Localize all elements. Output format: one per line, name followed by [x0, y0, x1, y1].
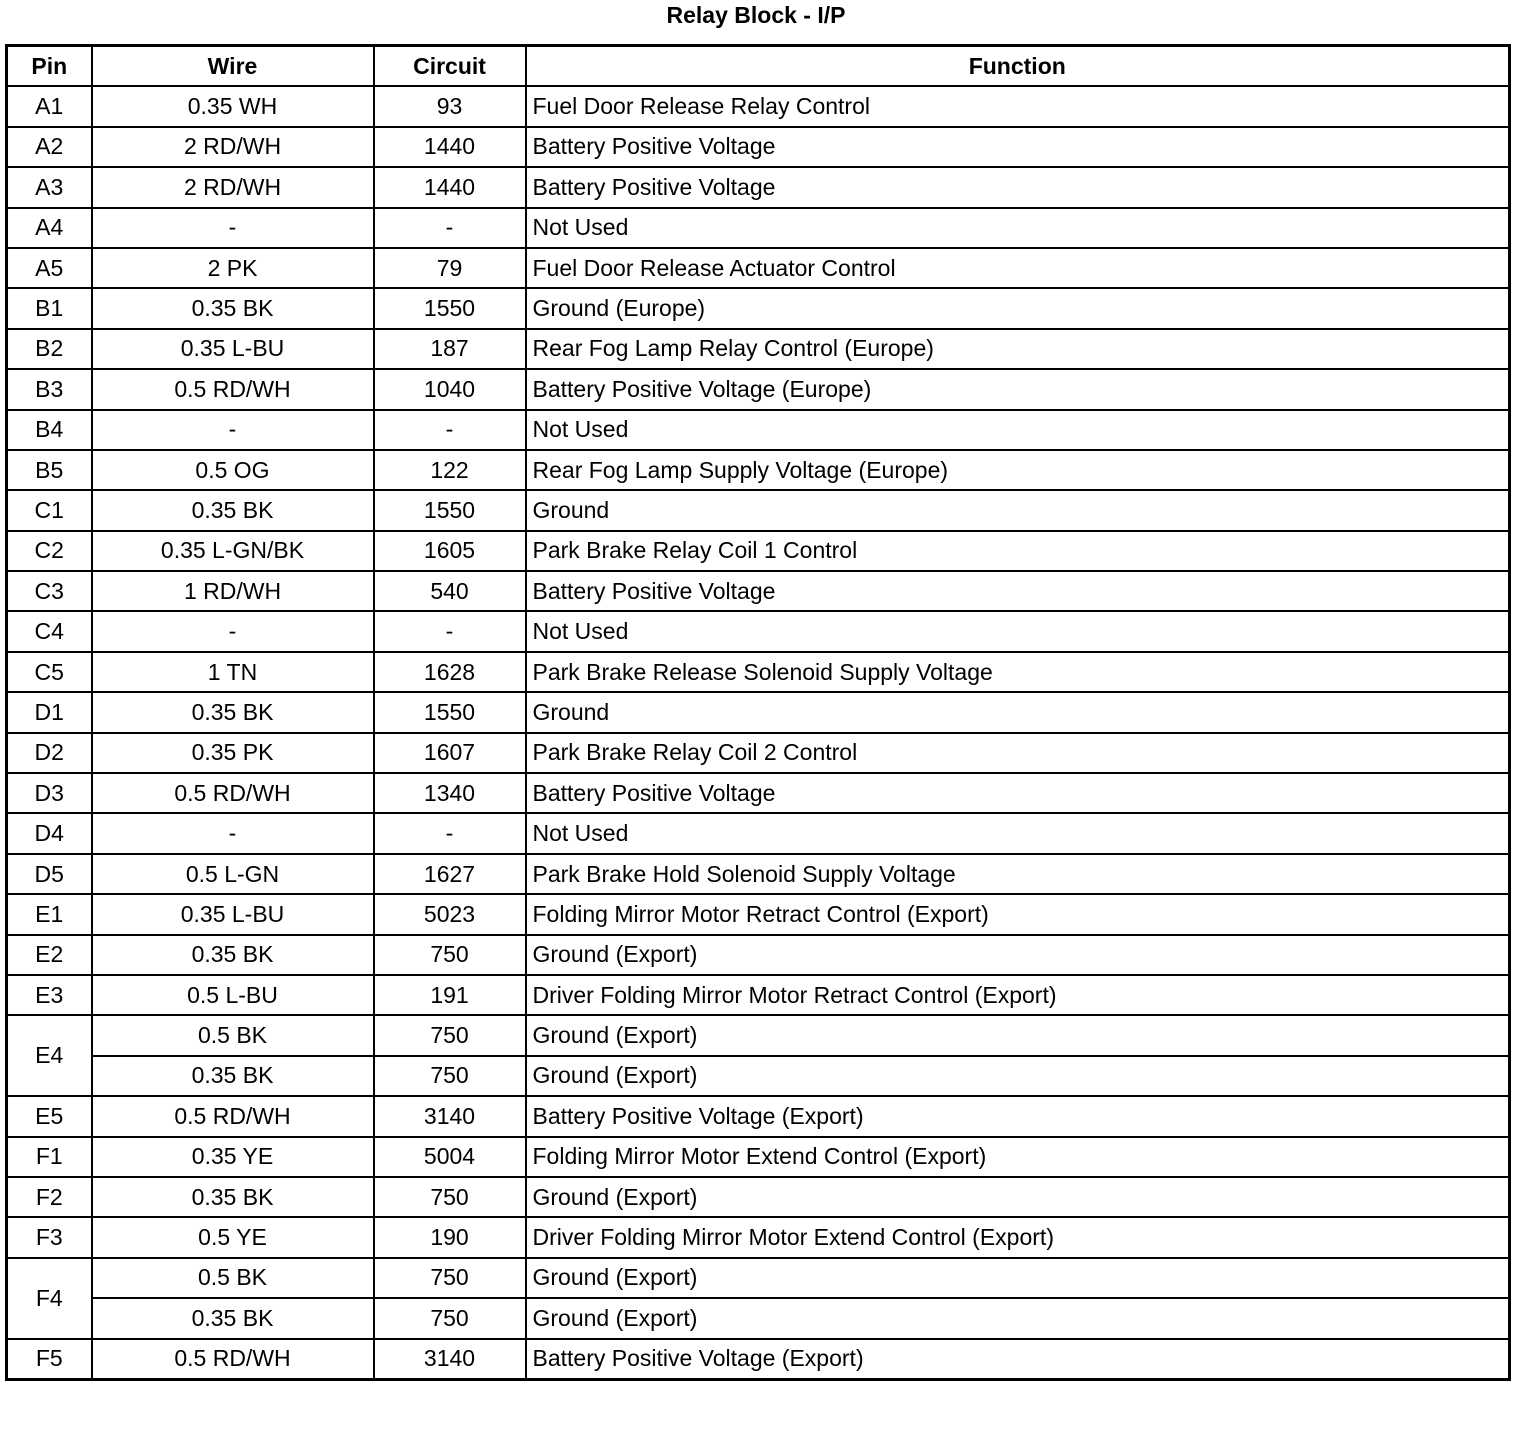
circuit-cell: 122	[374, 450, 526, 490]
table-row	[7, 773, 1510, 813]
wire-cell: 0.35 BK	[92, 1177, 374, 1217]
table-row	[7, 733, 1510, 773]
wire-cell: 1 TN	[92, 652, 374, 692]
table-row	[7, 935, 1510, 975]
pin-cell: B1	[7, 288, 92, 328]
wire-cell: 0.35 BK	[92, 692, 374, 732]
table-row	[7, 288, 1510, 328]
wire-cell: 0.5 BK	[92, 1258, 374, 1298]
wire-cell: 0.35 WH	[92, 86, 374, 126]
function-cell: Park Brake Release Solenoid Supply Voltage	[526, 652, 1510, 692]
header-circuit: Circuit	[374, 46, 526, 87]
circuit-cell: 5023	[374, 894, 526, 934]
table-row	[7, 1056, 1510, 1096]
circuit-cell: 79	[374, 248, 526, 288]
circuit-cell: 5004	[374, 1137, 526, 1177]
function-cell: Not Used	[526, 410, 1510, 450]
pin-cell: F1	[7, 1137, 92, 1177]
table-row	[7, 329, 1510, 369]
wire-cell: 0.5 RD/WH	[92, 773, 374, 813]
circuit-cell: 1605	[374, 531, 526, 571]
circuit-cell: -	[374, 208, 526, 248]
wire-cell: 0.5 RD/WH	[92, 1339, 374, 1380]
function-cell: Driver Folding Mirror Motor Retract Control (Export)	[526, 975, 1510, 1015]
table-row	[7, 975, 1510, 1015]
table-row	[7, 813, 1510, 853]
circuit-cell: 1628	[374, 652, 526, 692]
wire-cell: 0.5 L-GN	[92, 854, 374, 894]
table-row	[7, 854, 1510, 894]
function-cell: Battery Positive Voltage	[526, 167, 1510, 207]
table-row	[7, 127, 1510, 167]
pin-cell: E3	[7, 975, 92, 1015]
function-cell: Battery Positive Voltage	[526, 773, 1510, 813]
function-cell: Ground (Export)	[526, 1015, 1510, 1055]
wire-cell: 0.35 L-GN/BK	[92, 531, 374, 571]
circuit-cell: 750	[374, 1015, 526, 1055]
wire-cell: 0.35 BK	[92, 1056, 374, 1096]
circuit-cell: -	[374, 813, 526, 853]
table-row	[7, 1298, 1510, 1338]
pin-cell: C4	[7, 611, 92, 651]
circuit-cell: 1607	[374, 733, 526, 773]
pin-cell: E5	[7, 1096, 92, 1136]
table-row	[7, 369, 1510, 409]
table-row	[7, 692, 1510, 732]
circuit-cell: 187	[374, 329, 526, 369]
function-cell: Not Used	[526, 208, 1510, 248]
page-title: Relay Block - I/P	[666, 2, 846, 28]
function-cell: Ground	[526, 692, 1510, 732]
table-row	[7, 1137, 1510, 1177]
circuit-cell: 750	[374, 1056, 526, 1096]
circuit-cell: 1440	[374, 167, 526, 207]
wire-cell: 2 RD/WH	[92, 167, 374, 207]
table-header-row	[7, 46, 1510, 87]
pin-cell: B5	[7, 450, 92, 490]
table-row	[7, 208, 1510, 248]
table-row	[7, 1015, 1510, 1055]
function-cell: Battery Positive Voltage (Europe)	[526, 369, 1510, 409]
function-cell: Ground (Export)	[526, 935, 1510, 975]
wire-cell: 0.35 L-BU	[92, 329, 374, 369]
table-row	[7, 571, 1510, 611]
pin-cell: D2	[7, 733, 92, 773]
function-cell: Not Used	[526, 813, 1510, 853]
wire-cell: 2 PK	[92, 248, 374, 288]
function-cell: Driver Folding Mirror Motor Extend Control (Export)	[526, 1217, 1510, 1257]
function-cell: Ground (Export)	[526, 1177, 1510, 1217]
function-cell: Rear Fog Lamp Relay Control (Europe)	[526, 329, 1510, 369]
wire-cell: 0.5 RD/WH	[92, 1096, 374, 1136]
wire-cell: 0.35 L-BU	[92, 894, 374, 934]
circuit-cell: 750	[374, 1258, 526, 1298]
circuit-cell: 1550	[374, 692, 526, 732]
circuit-cell: 191	[374, 975, 526, 1015]
circuit-cell: 3140	[374, 1096, 526, 1136]
function-cell: Ground (Export)	[526, 1056, 1510, 1096]
pin-cell: D4	[7, 813, 92, 853]
table-row	[7, 450, 1510, 490]
pin-cell: F4	[7, 1258, 92, 1339]
function-cell: Ground (Export)	[526, 1258, 1510, 1298]
function-cell: Battery Positive Voltage	[526, 571, 1510, 611]
function-cell: Folding Mirror Motor Extend Control (Export)	[526, 1137, 1510, 1177]
function-cell: Park Brake Hold Solenoid Supply Voltage	[526, 854, 1510, 894]
table-body	[7, 86, 1510, 1379]
table-row	[7, 490, 1510, 530]
pin-cell: D3	[7, 773, 92, 813]
header-pin: Pin	[7, 46, 92, 87]
function-cell: Fuel Door Release Actuator Control	[526, 248, 1510, 288]
wire-cell: 0.5 OG	[92, 450, 374, 490]
relay-block-pinout-table	[5, 44, 1511, 1381]
function-cell: Park Brake Relay Coil 1 Control	[526, 531, 1510, 571]
pin-cell: F2	[7, 1177, 92, 1217]
pin-cell: B2	[7, 329, 92, 369]
function-cell: Battery Positive Voltage (Export)	[526, 1096, 1510, 1136]
pin-cell: E2	[7, 935, 92, 975]
table-row	[7, 652, 1510, 692]
circuit-cell: -	[374, 410, 526, 450]
table-row	[7, 248, 1510, 288]
wire-cell: -	[92, 208, 374, 248]
pin-cell: A3	[7, 167, 92, 207]
function-cell: Rear Fog Lamp Supply Voltage (Europe)	[526, 450, 1510, 490]
table-row	[7, 611, 1510, 651]
header-function: Function	[526, 46, 1510, 87]
pin-cell: D5	[7, 854, 92, 894]
wire-cell: 0.35 BK	[92, 490, 374, 530]
circuit-cell: 1040	[374, 369, 526, 409]
pin-cell: B4	[7, 410, 92, 450]
pin-cell: C5	[7, 652, 92, 692]
wire-cell: -	[92, 611, 374, 651]
circuit-cell: -	[374, 611, 526, 651]
function-cell: Battery Positive Voltage	[526, 127, 1510, 167]
wire-cell: 0.5 RD/WH	[92, 369, 374, 409]
pin-cell: A4	[7, 208, 92, 248]
table-row	[7, 1258, 1510, 1298]
table-row	[7, 1177, 1510, 1217]
function-cell: Not Used	[526, 611, 1510, 651]
circuit-cell: 540	[374, 571, 526, 611]
table-row	[7, 894, 1510, 934]
circuit-cell: 190	[374, 1217, 526, 1257]
circuit-cell: 1550	[374, 490, 526, 530]
wire-cell: 0.35 BK	[92, 935, 374, 975]
function-cell: Battery Positive Voltage (Export)	[526, 1339, 1510, 1380]
circuit-cell: 750	[374, 935, 526, 975]
circuit-cell: 1550	[374, 288, 526, 328]
circuit-cell: 3140	[374, 1339, 526, 1380]
circuit-cell: 750	[374, 1177, 526, 1217]
wire-cell: -	[92, 410, 374, 450]
header-wire: Wire	[92, 46, 374, 87]
circuit-cell: 1340	[374, 773, 526, 813]
wire-cell: -	[92, 813, 374, 853]
pin-cell: B3	[7, 369, 92, 409]
pin-cell: D1	[7, 692, 92, 732]
function-cell: Ground	[526, 490, 1510, 530]
wire-cell: 1 RD/WH	[92, 571, 374, 611]
circuit-cell: 93	[374, 86, 526, 126]
circuit-cell: 1627	[374, 854, 526, 894]
pin-cell: E1	[7, 894, 92, 934]
table-row	[7, 1096, 1510, 1136]
function-cell: Park Brake Relay Coil 2 Control	[526, 733, 1510, 773]
pin-cell: A5	[7, 248, 92, 288]
circuit-cell: 1440	[374, 127, 526, 167]
wire-cell: 0.5 BK	[92, 1015, 374, 1055]
table-row	[7, 1217, 1510, 1257]
pin-cell: A2	[7, 127, 92, 167]
function-cell: Ground (Europe)	[526, 288, 1510, 328]
table-row	[7, 1339, 1510, 1380]
function-cell: Folding Mirror Motor Retract Control (Export)	[526, 894, 1510, 934]
wire-cell: 0.5 L-BU	[92, 975, 374, 1015]
wire-cell: 0.35 YE	[92, 1137, 374, 1177]
table-row	[7, 167, 1510, 207]
pin-cell: C2	[7, 531, 92, 571]
wire-cell: 2 RD/WH	[92, 127, 374, 167]
table-row	[7, 531, 1510, 571]
pin-cell: C3	[7, 571, 92, 611]
pin-cell: E4	[7, 1015, 92, 1096]
pin-cell: F5	[7, 1339, 92, 1380]
table-row	[7, 410, 1510, 450]
function-cell: Ground (Export)	[526, 1298, 1510, 1338]
wire-cell: 0.35 BK	[92, 1298, 374, 1338]
wire-cell: 0.35 PK	[92, 733, 374, 773]
pin-cell: F3	[7, 1217, 92, 1257]
pin-cell: C1	[7, 490, 92, 530]
wire-cell: 0.5 YE	[92, 1217, 374, 1257]
pin-cell: A1	[7, 86, 92, 126]
circuit-cell: 750	[374, 1298, 526, 1338]
wire-cell: 0.35 BK	[92, 288, 374, 328]
table-row	[7, 86, 1510, 126]
function-cell: Fuel Door Release Relay Control	[526, 86, 1510, 126]
